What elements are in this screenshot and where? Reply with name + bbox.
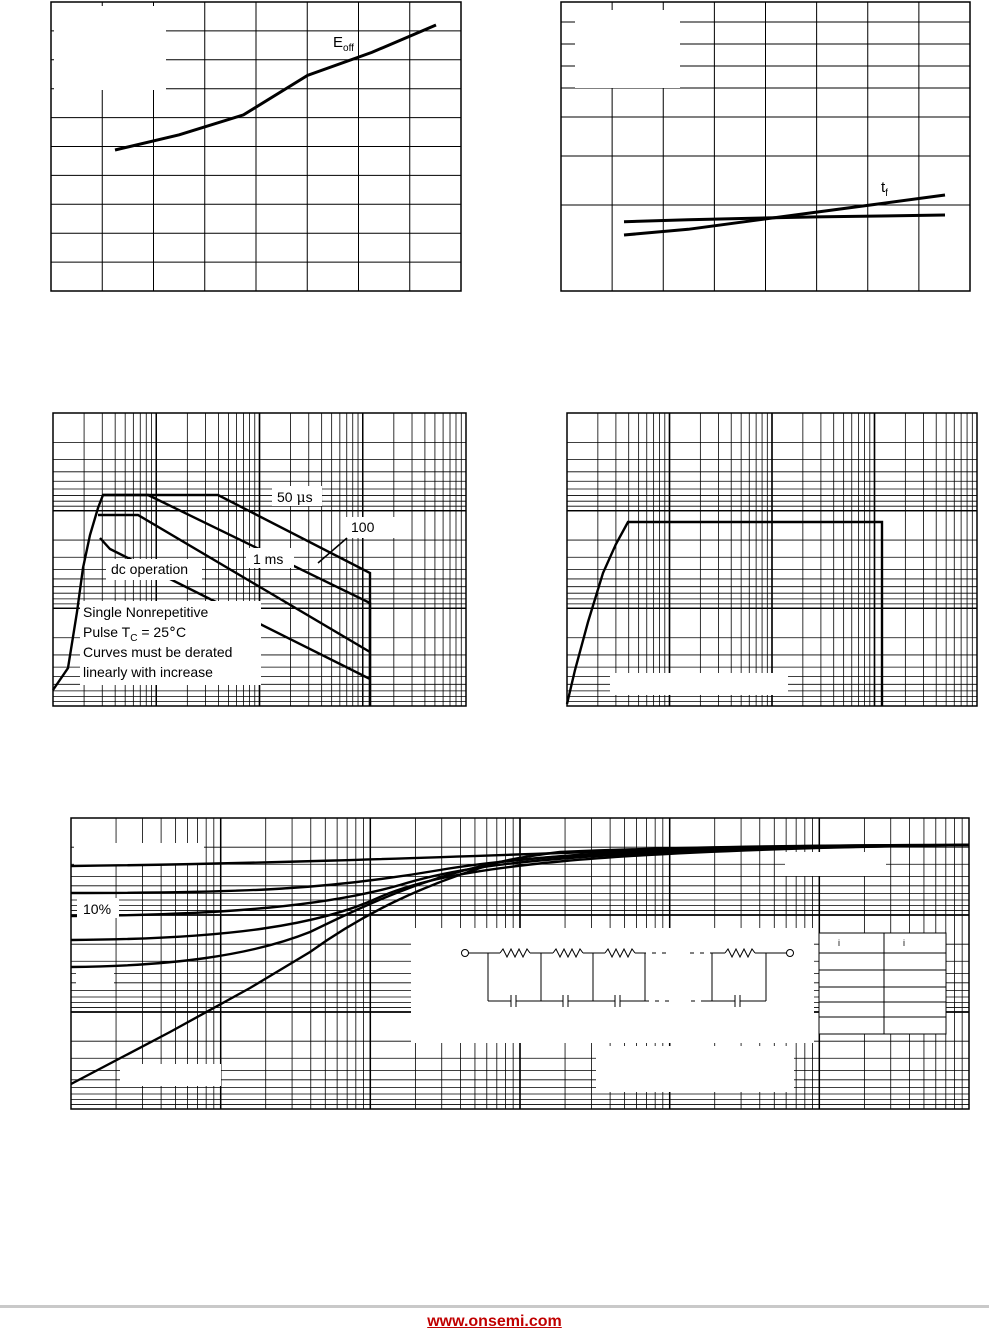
note-line-1: Single Nonrepetitive [83,604,209,620]
label-100: 100 [351,519,375,535]
thermal-label-blank-2 [785,852,886,876]
safe-operating-area-chart [53,413,466,706]
switching-time-chart [561,2,970,291]
rbsoa-log-grid [567,413,977,706]
rc-inset-box [411,928,814,1043]
footer-url-link[interactable]: www.onsemi.com [427,1313,562,1330]
thermal-label-blank-4 [596,1046,794,1092]
switching-time-legend-blank [575,10,680,88]
rc-terminal-left [462,950,469,957]
thermal-label-blank-1 [74,843,204,865]
label-dc-operation: dc operation [111,561,189,577]
footer-rule [0,1305,989,1308]
series-label-tf: $t_f$ [881,179,888,199]
label-1ms: 1 ms [253,551,284,567]
rc-table-col2-header: i [903,938,905,948]
note-line-4: linearly with increase [83,664,213,680]
label-50us: 50 μs [277,489,313,506]
thermal-label-blank-5 [76,970,114,990]
thermal-label-blank-3 [120,1064,221,1086]
rbsoa-label-blank [610,673,788,695]
rc-table [819,933,946,1034]
switching-energy-legend-blank [54,6,166,90]
series-label-eoff: $E_{off}$ [333,34,354,54]
label-10pct: 10% [83,901,112,917]
reverse-bias-soa-chart [567,413,977,706]
rc-network-inset [411,928,946,1043]
rc-table-col1-header: i [838,938,840,948]
thermal-response-chart [71,818,969,1109]
note-line-2: Pulse $T_C = 25^\circ C$ [83,624,187,644]
switching-energy-chart [51,2,461,291]
note-line-3: Curves must be derated [83,644,233,660]
rc-terminal-right [787,950,794,957]
